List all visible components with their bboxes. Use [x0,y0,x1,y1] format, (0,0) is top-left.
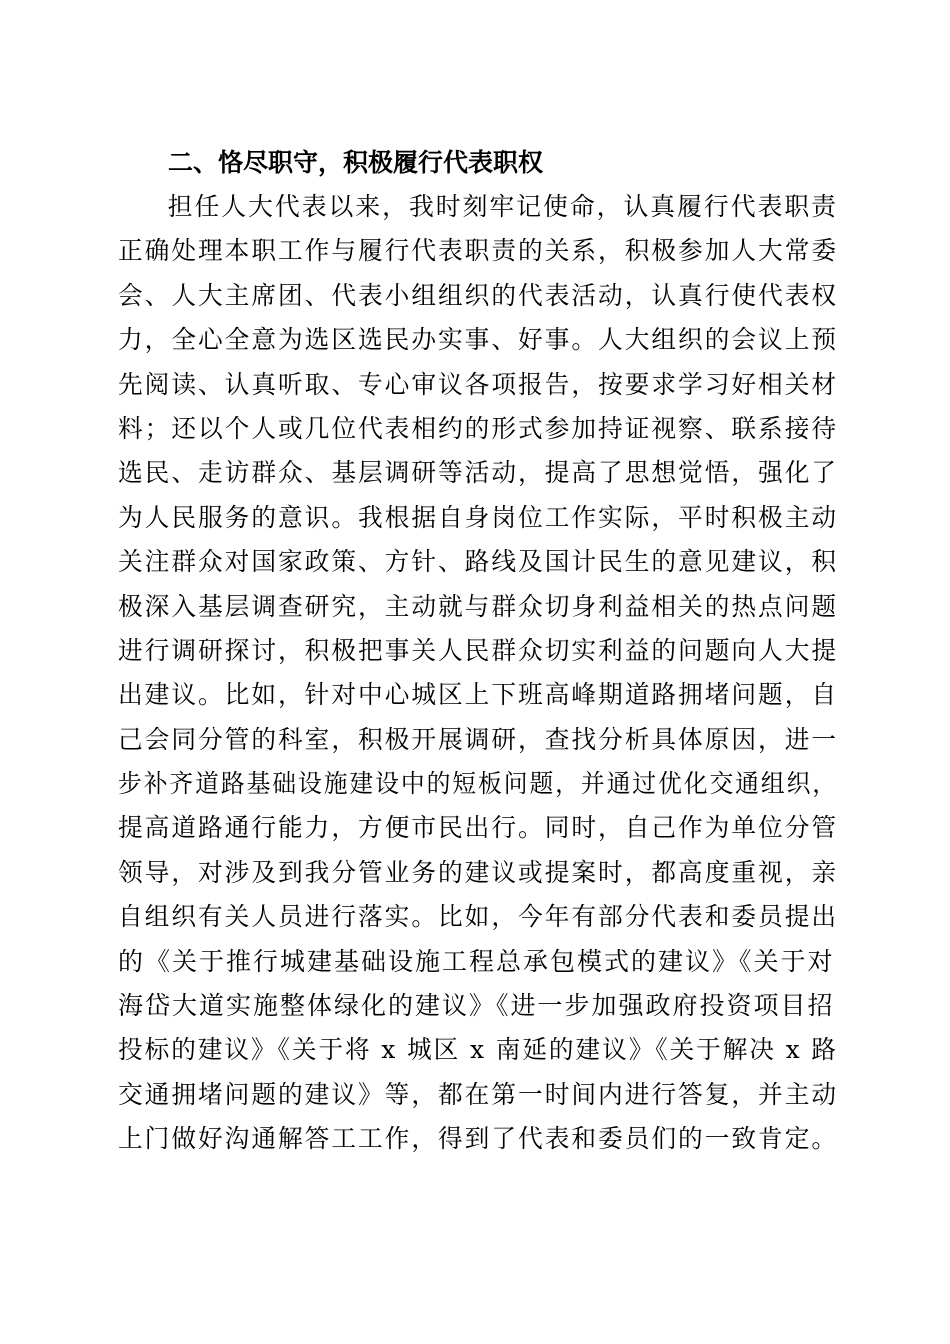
paragraph-line: 交通拥堵问题的建议》等，都在第一时间内进行答复，并主动 [118,1079,839,1109]
section-heading: 二、恪尽职守，积极履行代表职权 [168,148,544,177]
paragraph-line: 会、人大主席团、代表小组组织的代表活动，认真行使代表权 [118,280,839,310]
paragraph-line: 极深入基层调查研究，主动就与群众切身利益相关的热点问题 [118,591,839,621]
paragraph-line: 力，全心全意为选区选民办实事、好事。人大组织的会议上预 [118,325,839,355]
paragraph-line: 进行调研探讨，积极把事关人民群众切实利益的问题向人大提 [118,635,839,665]
paragraph-line: 关注群众对国家政策、方针、路线及国计民生的意见建议，积 [118,547,839,577]
paragraph-line: 自组织有关人员进行落实。比如，今年有部分代表和委员提出 [118,902,839,932]
paragraph-line: 步补齐道路基础设施建设中的短板问题，并通过优化交通组织， [118,769,839,799]
paragraph-line: 为人民服务的意识。我根据自身岗位工作实际，平时积极主动 [118,502,839,532]
body-paragraph [118,185,838,1162]
paragraph-line: 领导，对涉及到我分管业务的建议或提案时，都高度重视，亲 [118,857,839,887]
paragraph-line: 投标的建议》《关于将 x 城区 x 南延的建议》《关于解决 x 路 [118,1035,839,1065]
paragraph-line: 己会同分管的科室，积极开展调研，查找分析具体原因，进一 [118,724,839,754]
paragraph-line: 提高道路通行能力，方便市民出行。同时，自己作为单位分管 [118,813,839,843]
paragraph-line: 担任人大代表以来，我时刻牢记使命，认真履行代表职责 [167,192,839,221]
paragraph-line: 正确处理本职工作与履行代表职责的关系，积极参加人大常委 [118,236,839,266]
paragraph-line: 料；还以个人或几位代表相约的形式参加持证视察、联系接待 [118,413,839,443]
paragraph-line: 选民、走访群众、基层调研等活动，提高了思想觉悟，强化了 [118,458,839,488]
paragraph-line: 海岱大道实施整体绿化的建议》《进一步加强政府投资项目招 [118,991,835,1021]
paragraph-line: 的《关于推行城建基础设施工程总承包模式的建议》《关于对 [118,946,835,976]
paragraph-line: 先阅读、认真听取、专心审议各项报告，按要求学习好相关材 [118,369,839,399]
paragraph-line: 上门做好沟通解答工工作，得到了代表和委员们的一致肯定。 [118,1124,839,1154]
paragraph-line: 出建议。比如，针对中心城区上下班高峰期道路拥堵问题，自 [118,680,839,710]
